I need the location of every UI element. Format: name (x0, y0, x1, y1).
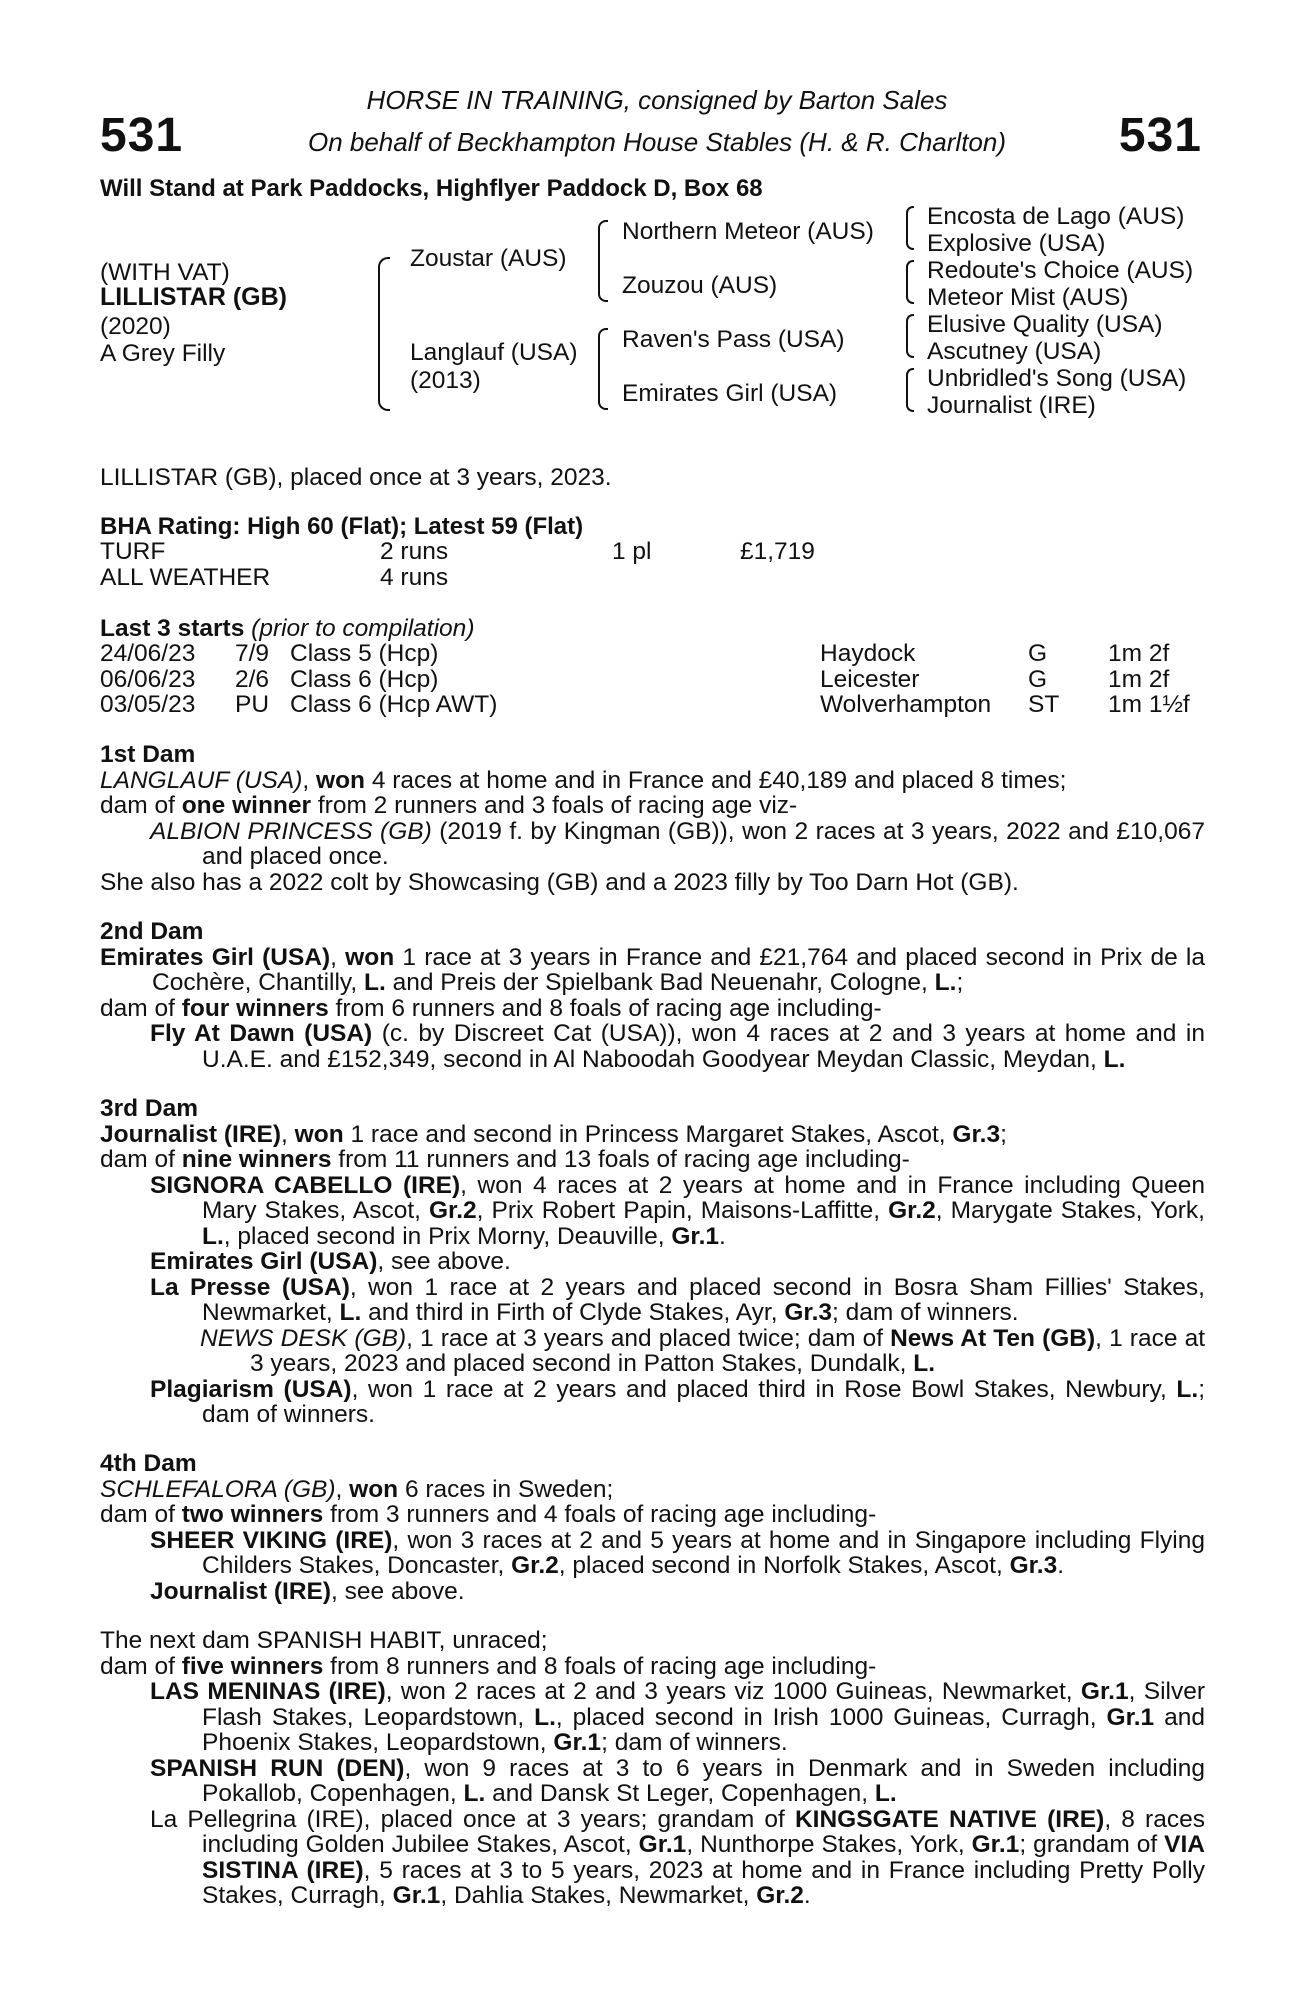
progeny-record: , won 3 races at 2 and 5 years at home and in Singapore including Flying Childers Stakes, Doncaster, (202, 1526, 1205, 1579)
fourth-dam-name: SCHLEFALORA (GB) (100, 1475, 336, 1503)
start-distance: 1m 2f (1108, 640, 1170, 667)
vat-note: (WITH VAT) (100, 259, 230, 286)
foals-text: from 3 runners and 4 foals of racing age including- (323, 1501, 877, 1528)
listed-label: L. (1176, 1375, 1199, 1403)
progeny-name: Emirates Girl (USA) (150, 1248, 378, 1275)
group-label: Gr.3 (952, 1120, 1001, 1148)
pedigree-dss: Elusive Quality (USA) (927, 311, 1163, 338)
dam-of-label: dam of (100, 994, 182, 1022)
winners-count: five winners (181, 1652, 324, 1680)
progeny-name: SHEER VIKING (IRE) (150, 1526, 393, 1554)
dam-of-label: dam of (100, 792, 182, 819)
progeny-name: LAS MENINAS (IRE) (150, 1678, 386, 1705)
progeny-record: , 1 race at 3 years, 2023 and placed second in Patton Stakes, Dundalk, (250, 1324, 1206, 1377)
pedigree-dam: Langlauf (USA) (410, 339, 578, 366)
progeny-record: , won 9 races at 3 to 6 years in Denmark and in Sweden including Pokallob, Copenhagen, (202, 1754, 1205, 1807)
winners-count: nine winners (181, 1146, 332, 1173)
progeny-record: ; grandam of (1019, 1831, 1165, 1858)
pedigree-brace-dam (598, 328, 608, 410)
start-date: 03/05/23 (100, 691, 196, 718)
start-going: G (1028, 665, 1048, 693)
pedigree-dam-dam: Emirates Girl (USA) (622, 380, 838, 407)
listed-label: L. (202, 1222, 224, 1250)
fourth-dam-section: 4th Dam SCHLEFALORA (GB), won 6 races in Sweden; dam of two winners from 3 runners and 4 foals of racing age including- SHEER VIKING (IRE), won 3 races at 2 and 5 years at home and in Singapore including Flying Childers Stakes, Doncaster, Gr.2, placed second in Norfolk Stakes, Ascot, Gr.3. Journalist (IRE), see above. (100, 1450, 1205, 1605)
start-going: ST (1028, 691, 1060, 718)
start-course: Wolverhampton (820, 691, 992, 718)
progeny-record: , see above. (377, 1248, 511, 1275)
punct: . (1057, 1552, 1065, 1579)
rating-surface: ALL WEATHER (100, 563, 271, 591)
start-row (100, 692, 1205, 718)
foals-text: from 6 runners and 8 foals of racing age including- (328, 994, 882, 1022)
starts-table (100, 641, 1205, 718)
pedigree-sds: Redoute's Choice (AUS) (927, 257, 1194, 284)
progeny-name: SIGNORA CABELLO (IRE) (150, 1171, 461, 1199)
race-summary: LILLISTAR (GB), placed once at 3 years, 2023. (100, 464, 612, 491)
winners-count: two winners (181, 1501, 324, 1528)
progeny-record: ; dam of winners. (832, 1299, 1019, 1326)
progeny-record: , 1 race at 3 years and placed twice; dam of (406, 1324, 891, 1352)
foals-text: from 8 runners and 8 foals of racing age including- (323, 1652, 877, 1680)
pedigree-dam-year: (2013) (410, 367, 481, 394)
first-dam-section: 1st Dam LANGLAUF (USA), won 4 races at home and in France and £40,189 and placed 8 times; dam of one winner from 2 runners and 3 foals of racing age viz- ALBION PRINCESS (GB) (2019 f. by Kingman (GB)), won 2 races at 3 years, 2022 and £10,067 and placed once. She also has a 2022 colt by Showcasing (GB) and a 2023 filly by Too Darn Hot (GB). (100, 741, 1205, 896)
progeny-record: , Prix Robert Papin, Maisons-Laffitte, (476, 1197, 889, 1224)
won-label: won (316, 766, 366, 794)
group-label: Gr.2 (756, 1882, 804, 1909)
progeny-name: Plagiarism (USA) (150, 1375, 352, 1403)
progeny-entry (100, 1756, 1205, 1807)
second-dam-title: 2nd Dam (100, 918, 204, 945)
progeny-record: and Dansk St Leger, Copenhagen, (485, 1780, 875, 1807)
progeny-entry (100, 1377, 1205, 1428)
progeny-name: News At Ten (GB) (890, 1324, 1096, 1352)
progeny-record: and Phoenix Stakes, Leopardstown, (202, 1703, 1206, 1756)
next-dam-section (100, 1628, 1205, 1909)
progeny-record: , Silver Flash Stakes, Leopardstown, (202, 1678, 1205, 1731)
progeny-entry (100, 1528, 1205, 1579)
pedigree-sire-dam: Zouzou (AUS) (622, 272, 778, 299)
progeny-record: , placed second in Prix Morny, Deauville, (223, 1222, 672, 1250)
third-dam-record: 1 race and second in Princess Margaret Stakes, Ascot, (343, 1120, 953, 1148)
first-dam-record: 4 races at home and in France and £40,189 and placed 8 times; (365, 766, 1067, 794)
fourth-dam-record: 6 races in Sweden; (398, 1475, 614, 1503)
last-starts-note: (prior to compilation) (251, 615, 475, 642)
progeny-record: , won 1 race at 2 years and placed third in Rose Bowl Stakes, Newbury, (351, 1375, 1177, 1403)
second-dam-name: Emirates Girl (USA) (100, 943, 331, 971)
stand-location: Will Stand at Park Paddocks, Highflyer Paddock D, Box 68 (100, 175, 763, 202)
group-label: Gr.1 (1080, 1678, 1129, 1705)
start-row (100, 641, 1205, 667)
group-label: Gr.1 (638, 1831, 687, 1858)
pedigree-ddd: Journalist (IRE) (927, 392, 1096, 419)
progeny-record: , 5 races at 3 to 5 years, 2023 at home and in France including Pretty Polly Stakes, Curragh, (202, 1856, 1205, 1909)
third-dam-name: Journalist (IRE) (100, 1120, 282, 1148)
progeny-record: , won 2 races at 2 and 3 years viz 1000 Guineas, Newmarket, (385, 1678, 1081, 1705)
second-dam-section: 2nd Dam Emirates Girl (USA), won 1 race at 3 years in France and £21,764 and placed second in Prix de la Cochère, Chantilly, L. and Preis der Spielbank Bad Neuenahr, Cologne, L.; dam of four winners from 6 runners and 8 foals of racing age including- Fly At Dawn (USA) (c. by Discreet Cat (USA)), won 4 races at 2 and 3 years at home and in U.A.E. and £152,349, second in Al Naboodah Goodyear Meydan Classic, Meydan, L. (100, 918, 1205, 1073)
listed-label: L. (463, 1780, 486, 1807)
winners-count: one winner (181, 792, 312, 819)
progeny-entry (100, 1579, 1205, 1605)
won-label: won (294, 1120, 344, 1148)
bha-rating: BHA Rating: High 60 (Flat); Latest 59 (Flat) (100, 513, 584, 540)
progeny-record: La Pellegrina (IRE), placed once at 3 years; grandam of (150, 1805, 795, 1833)
last-starts-title: Last 3 starts (100, 615, 245, 642)
start-position: 2/6 (235, 665, 270, 693)
horse-year: (2020) (100, 313, 171, 340)
start-row (100, 667, 1205, 693)
rating-prize (740, 565, 815, 591)
group-label: Gr.2 (511, 1552, 559, 1579)
pedigree-brace-3c (906, 314, 914, 358)
progeny-entry (100, 1679, 1205, 1756)
progeny-record: (2019 f. by Kingman (GB)), won 2 races at 3 years, 2022 and £10,067 and placed once. (202, 817, 1205, 870)
lot-number-left: 531 (100, 109, 184, 162)
next-dam-line: The next dam SPANISH HABIT, unraced; (100, 1627, 548, 1654)
start-distance: 1m 2f (1108, 665, 1170, 693)
third-dam-section: 3rd Dam Journalist (IRE), won 1 race and second in Princess Margaret Stakes, Ascot, Gr.3; dam of nine winners from 11 runners and 13 foals of racing age including- SIGNORA CABELLO (IRE), won 4 races at 2 years at home and in France including Queen Mary Stakes, Ascot, Gr.2, Prix Robert Papin, Maisons-Laffitte, Gr.2, Marygate Stakes, York, L., placed second in Prix Morny, Deauville, Gr.1. Emirates Girl (USA), see above. La Presse (USA), won 1 race at 2 years and placed second in Bosra Sham Fillies' Stakes, Newmarket, L. and third in Firth of Clyde Stakes, Ayr, Gr.3; dam of winners. NEWS DESK (GB), 1 race at 3 years and placed twice; dam of News At Ten (GB), 1 race at 3 years, 2023 and placed second in Patton Stakes, Dundalk, L. Plagiarism (USA), won 1 race at 2 years and placed third in Rose Bowl Stakes, Newbury, L.; dam of winners. (100, 1095, 1206, 1428)
progeny-name: ALBION PRINCESS (GB) (150, 817, 432, 845)
foals-text: from 11 runners and 13 foals of racing age including- (331, 1146, 910, 1173)
consignor-line: HORSE IN TRAINING, consigned by Barton Sales (366, 85, 948, 115)
pedigree-ssd: Explosive (USA) (927, 230, 1106, 257)
pedigree-sss: Encosta de Lago (AUS) (927, 203, 1185, 230)
progeny-record: , won 1 race at 2 years and placed second in Bosra Sham Fillies' Stakes, Newmarket, (202, 1273, 1205, 1326)
pedigree-sire-sire: Northern Meteor (AUS) (622, 218, 874, 245)
pedigree-dds: Unbridled's Song (USA) (927, 365, 1187, 392)
progeny-name: Journalist (IRE) (150, 1577, 332, 1605)
last-starts-heading (100, 615, 474, 643)
progeny-entry (100, 1021, 1205, 1072)
first-dam-title: 1st Dam (100, 741, 196, 768)
pedigree-dsd: Ascutney (USA) (927, 338, 1102, 365)
progeny-name: Fly At Dawn (USA) (150, 1020, 373, 1047)
progeny-name: SPANISH RUN (DEN) (150, 1754, 405, 1782)
pedigree-brace-3a (906, 206, 914, 250)
group-label: Gr.3 (784, 1299, 833, 1326)
progeny-name: La Presse (USA) (150, 1273, 350, 1301)
start-going: G (1028, 640, 1048, 667)
pedigree-dam-sire: Raven's Pass (USA) (622, 326, 845, 353)
rating-placed: 1 pl (612, 538, 652, 565)
third-dam-title: 3rd Dam (100, 1095, 199, 1122)
first-dam-name: LANGLAUF (USA) (100, 766, 303, 794)
dam-of-label: dam of (100, 1146, 182, 1173)
lot-number-right: 531 (1118, 109, 1202, 162)
progeny-record: , Marygate Stakes, York, (935, 1197, 1205, 1224)
foals-text: from 2 runners and 3 foals of racing age viz- (311, 792, 798, 819)
won-label: won (345, 943, 395, 971)
progeny-entry (100, 1249, 1205, 1275)
start-date: 06/06/23 (100, 665, 196, 693)
progeny-entry (100, 819, 1205, 870)
punct: . (719, 1222, 726, 1250)
pedigree-brace-3b (906, 260, 914, 304)
group-label: Gr.1 (971, 1831, 1020, 1858)
start-race: Class 5 (Hcp) (290, 640, 439, 667)
listed-label: L. (339, 1299, 362, 1326)
dam-of-label: dam of (100, 1501, 182, 1528)
vendor-line: On behalf of Beckhampton House Stables (H. & R. Charlton) (307, 127, 1006, 157)
progeny-record: (c. by Discreet Cat (USA)), won 4 races at 2 and 3 years at home and in U.A.E. and £152,349, second in Al Naboodah Goodyear Meydan Classic, Meydan, (202, 1020, 1205, 1073)
progeny-record: , Nunthorpe Stakes, York, (686, 1831, 972, 1858)
start-position: 7/9 (235, 640, 270, 667)
pedigree-brace-3d (906, 368, 914, 412)
progeny-record: , 8 races including Golden Jubilee Stakes, Ascot, (202, 1805, 1205, 1858)
rating-runs: 4 runs (380, 563, 449, 591)
pedigree-brace-main (378, 257, 390, 411)
punct: . (803, 1882, 811, 1909)
pedigree-sire: Zoustar (AUS) (410, 245, 567, 272)
pedigree-brace-sire (598, 220, 608, 302)
progeny-entry (100, 1275, 1205, 1326)
group-label: Gr.1 (392, 1882, 441, 1909)
won-label: won (349, 1475, 399, 1503)
start-course: Haydock (820, 640, 916, 667)
horse-name: LILLISTAR (GB) (100, 283, 287, 311)
progeny-record: ; dam of winners. (202, 1375, 1205, 1428)
group-label: Gr.3 (1009, 1552, 1058, 1579)
listed-label: L. (1103, 1045, 1126, 1073)
progeny-record: , placed second in Irish 1000 Guineas, Curragh, (555, 1703, 1107, 1731)
group-label: Gr.1 (553, 1729, 602, 1756)
progeny-entry (100, 1173, 1205, 1250)
listed-label: L. (363, 969, 386, 996)
dam-of-label: dam of (100, 1652, 182, 1680)
group-label: Gr.2 (428, 1197, 477, 1224)
listed-label: L. (934, 969, 957, 996)
listed-label: L. (874, 1780, 897, 1807)
winners-count: four winners (181, 994, 329, 1022)
listed-label: L. (913, 1350, 936, 1377)
start-race: Class 6 (Hcp) (290, 665, 439, 693)
rating-placed (612, 565, 740, 591)
second-dam-record-a: 1 race at 3 years in France and £21,764 and placed second in Prix de la Cochère, Chantilly, (152, 943, 1205, 996)
first-dam-also: She also has a 2022 colt by Showcasing (GB) and a 2023 filly by Too Darn Hot (GB). (100, 868, 1019, 896)
fourth-dam-title: 4th Dam (100, 1450, 197, 1477)
progeny-name: NEWS DESK (GB) (200, 1324, 407, 1352)
start-date: 24/06/23 (100, 640, 196, 667)
second-dam-record-b: and Preis der Spielbank Bad Neuenahr, Cologne, (385, 969, 935, 996)
progeny-record: , Dahlia Stakes, Newmarket, (440, 1882, 757, 1909)
punct: ; (1000, 1120, 1007, 1148)
rating-row (100, 565, 815, 591)
grand-progeny-entry (100, 1326, 1205, 1377)
group-label: Gr.1 (1106, 1703, 1155, 1731)
listed-label: L. (534, 1703, 556, 1731)
group-label: Gr.2 (888, 1197, 936, 1224)
start-course: Leicester (820, 665, 920, 693)
progeny-record: , see above. (331, 1577, 465, 1605)
start-position: PU (235, 691, 270, 718)
punct: ; (956, 969, 964, 996)
start-race: Class 6 (Hcp AWT) (290, 691, 498, 718)
group-label: Gr.1 (671, 1222, 720, 1250)
rating-table (100, 539, 815, 590)
pedigree-sdd: Meteor Mist (AUS) (927, 284, 1129, 311)
rating-prize: £1,719 (740, 538, 815, 565)
progeny-name: VIA SISTINA (IRE) (202, 1831, 1205, 1884)
start-distance: 1m 1½f (1108, 691, 1190, 718)
progeny-record: and third in Firth of Clyde Stakes, Ayr, (361, 1299, 785, 1326)
rating-row (100, 539, 815, 565)
progeny-entry (100, 1807, 1205, 1909)
progeny-record: , placed second in Norfolk Stakes, Ascot, (558, 1552, 1010, 1579)
progeny-record: ; dam of winners. (601, 1729, 788, 1756)
horse-description: A Grey Filly (100, 340, 226, 367)
progeny-name: KINGSGATE NATIVE (IRE) (794, 1805, 1105, 1833)
rating-runs: 2 runs (380, 538, 449, 565)
progeny-record: , won 4 races at 2 years at home and in France including Queen Mary Stakes, Ascot, (202, 1171, 1205, 1224)
rating-surface: TURF (100, 538, 166, 565)
